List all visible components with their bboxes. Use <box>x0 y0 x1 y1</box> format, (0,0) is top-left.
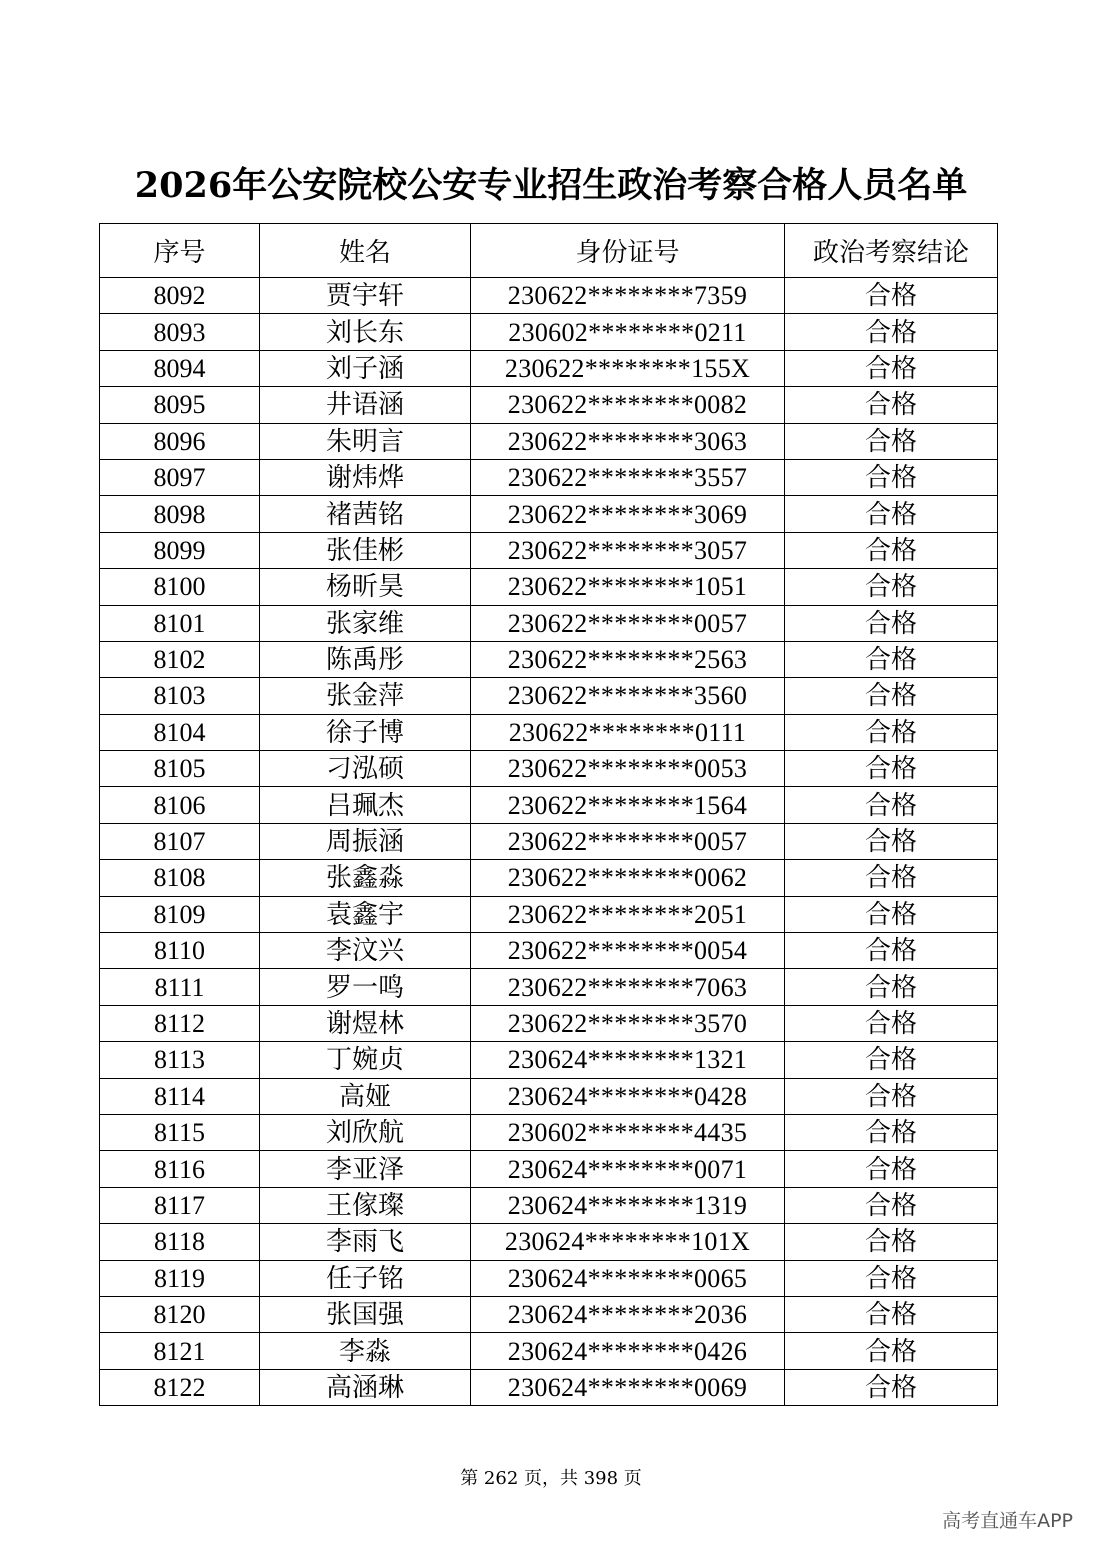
cell-conclusion: 合格 <box>785 278 998 314</box>
table-row <box>100 314 998 350</box>
cell-conclusion: 合格 <box>785 532 998 568</box>
table-row <box>100 641 998 677</box>
table-row <box>100 1078 998 1114</box>
cell-id-number: 230624********0426 <box>471 1333 785 1369</box>
cell-serial: 8101 <box>100 605 260 641</box>
table-row <box>100 459 998 495</box>
cell-serial: 8098 <box>100 496 260 532</box>
cell-conclusion: 合格 <box>785 823 998 859</box>
cell-name: 刁泓硕 <box>260 751 471 787</box>
cell-conclusion: 合格 <box>785 496 998 532</box>
cell-name: 朱明言 <box>260 423 471 459</box>
cell-serial: 8102 <box>100 641 260 677</box>
cell-conclusion: 合格 <box>785 1078 998 1114</box>
cell-id-number: 230622********0054 <box>471 933 785 969</box>
cell-id-number: 230624********1319 <box>471 1187 785 1223</box>
cell-id-number: 230622********1564 <box>471 787 785 823</box>
table-body <box>100 278 998 1406</box>
cell-id-number: 230602********0211 <box>471 314 785 350</box>
cell-conclusion: 合格 <box>785 1151 998 1187</box>
cell-name: 周振涵 <box>260 823 471 859</box>
table-row <box>100 1005 998 1041</box>
cell-name: 罗一鸣 <box>260 969 471 1005</box>
cell-name: 井语涵 <box>260 387 471 423</box>
cell-name: 刘欣航 <box>260 1114 471 1150</box>
cell-id-number: 230624********0428 <box>471 1078 785 1114</box>
cell-conclusion: 合格 <box>785 569 998 605</box>
cell-name: 褚茜铭 <box>260 496 471 532</box>
cell-id-number: 230624********0071 <box>471 1151 785 1187</box>
header-serial: 序号 <box>100 224 260 278</box>
cell-serial: 8122 <box>100 1369 260 1405</box>
cell-serial: 8094 <box>100 350 260 386</box>
cell-conclusion: 合格 <box>785 1260 998 1296</box>
cell-serial: 8100 <box>100 569 260 605</box>
cell-name: 刘长东 <box>260 314 471 350</box>
cell-conclusion: 合格 <box>785 387 998 423</box>
cell-id-number: 230622********0057 <box>471 823 785 859</box>
table-row <box>100 933 998 969</box>
cell-name: 杨昕昊 <box>260 569 471 605</box>
cell-conclusion: 合格 <box>785 1369 998 1405</box>
cell-id-number: 230622********3069 <box>471 496 785 532</box>
cell-conclusion: 合格 <box>785 1042 998 1078</box>
table-row <box>100 1260 998 1296</box>
cell-id-number: 230622********0111 <box>471 714 785 750</box>
cell-id-number: 230622********1051 <box>471 569 785 605</box>
cell-id-number: 230602********4435 <box>471 1114 785 1150</box>
cell-conclusion: 合格 <box>785 1187 998 1223</box>
cell-serial: 8116 <box>100 1151 260 1187</box>
cell-id-number: 230624********0069 <box>471 1369 785 1405</box>
cell-id-number: 230622********155X <box>471 350 785 386</box>
table-row <box>100 1042 998 1078</box>
table-row <box>100 387 998 423</box>
cell-name: 贾宇轩 <box>260 278 471 314</box>
table-header-row <box>100 224 998 278</box>
cell-conclusion: 合格 <box>785 787 998 823</box>
table-row <box>100 787 998 823</box>
cell-id-number: 230622********7063 <box>471 969 785 1005</box>
table-row <box>100 1369 998 1405</box>
header-id-number: 身份证号 <box>471 224 785 278</box>
cell-id-number: 230622********3570 <box>471 1005 785 1041</box>
cell-id-number: 230622********0057 <box>471 605 785 641</box>
cell-name: 高娅 <box>260 1078 471 1114</box>
cell-name: 张家维 <box>260 605 471 641</box>
cell-name: 陈禹彤 <box>260 641 471 677</box>
cell-serial: 8117 <box>100 1187 260 1223</box>
table-row <box>100 278 998 314</box>
cell-id-number: 230622********2563 <box>471 641 785 677</box>
table-row <box>100 350 998 386</box>
cell-serial: 8121 <box>100 1333 260 1369</box>
table-row <box>100 1187 998 1223</box>
cell-serial: 8107 <box>100 823 260 859</box>
watermark: 高考直通车APP <box>942 1510 1073 1532</box>
cell-serial: 8093 <box>100 314 260 350</box>
cell-conclusion: 合格 <box>785 969 998 1005</box>
cell-name: 张金萍 <box>260 678 471 714</box>
cell-conclusion: 合格 <box>785 1333 998 1369</box>
cell-conclusion: 合格 <box>785 896 998 932</box>
table-row <box>100 1151 998 1187</box>
cell-serial: 8120 <box>100 1296 260 1332</box>
cell-serial: 8104 <box>100 714 260 750</box>
cell-name: 张鑫淼 <box>260 860 471 896</box>
table-row <box>100 896 998 932</box>
cell-id-number: 230622********3557 <box>471 459 785 495</box>
cell-serial: 8113 <box>100 1042 260 1078</box>
table-row <box>100 1114 998 1150</box>
cell-serial: 8097 <box>100 459 260 495</box>
page-number: 第 262 页，共 398 页 <box>460 1468 642 1489</box>
cell-id-number: 230624********101X <box>471 1224 785 1260</box>
table-row <box>100 1296 998 1332</box>
table-row <box>100 714 998 750</box>
cell-serial: 8099 <box>100 532 260 568</box>
cell-serial: 8095 <box>100 387 260 423</box>
cell-name: 袁鑫宇 <box>260 896 471 932</box>
cell-serial: 8096 <box>100 423 260 459</box>
cell-name: 高涵琳 <box>260 1369 471 1405</box>
table-row <box>100 605 998 641</box>
table-row <box>100 532 998 568</box>
table-row <box>100 751 998 787</box>
cell-conclusion: 合格 <box>785 933 998 969</box>
cell-serial: 8105 <box>100 751 260 787</box>
cell-serial: 8108 <box>100 860 260 896</box>
cell-name: 李雨飞 <box>260 1224 471 1260</box>
cell-name: 张国强 <box>260 1296 471 1332</box>
cell-id-number: 230622********0053 <box>471 751 785 787</box>
cell-serial: 8092 <box>100 278 260 314</box>
cell-id-number: 230622********7359 <box>471 278 785 314</box>
cell-name: 丁婉贞 <box>260 1042 471 1078</box>
table-row <box>100 496 998 532</box>
cell-name: 李亚泽 <box>260 1151 471 1187</box>
cell-conclusion: 合格 <box>785 1296 998 1332</box>
cell-serial: 8118 <box>100 1224 260 1260</box>
table-row <box>100 823 998 859</box>
cell-serial: 8111 <box>100 969 260 1005</box>
cell-conclusion: 合格 <box>785 314 998 350</box>
cell-serial: 8115 <box>100 1114 260 1150</box>
cell-id-number: 230622********0062 <box>471 860 785 896</box>
cell-id-number: 230622********2051 <box>471 896 785 932</box>
cell-conclusion: 合格 <box>785 714 998 750</box>
cell-serial: 8110 <box>100 933 260 969</box>
cell-name: 李汶兴 <box>260 933 471 969</box>
cell-serial: 8103 <box>100 678 260 714</box>
cell-id-number: 230624********0065 <box>471 1260 785 1296</box>
cell-conclusion: 合格 <box>785 860 998 896</box>
cell-conclusion: 合格 <box>785 605 998 641</box>
cell-conclusion: 合格 <box>785 678 998 714</box>
cell-id-number: 230624********2036 <box>471 1296 785 1332</box>
cell-name: 谢炜烨 <box>260 459 471 495</box>
cell-id-number: 230624********1321 <box>471 1042 785 1078</box>
cell-serial: 8106 <box>100 787 260 823</box>
cell-conclusion: 合格 <box>785 423 998 459</box>
cell-serial: 8114 <box>100 1078 260 1114</box>
cell-conclusion: 合格 <box>785 641 998 677</box>
table-row <box>100 969 998 1005</box>
cell-conclusion: 合格 <box>785 459 998 495</box>
cell-name: 张佳彬 <box>260 532 471 568</box>
table-row <box>100 569 998 605</box>
cell-id-number: 230622********3063 <box>471 423 785 459</box>
table-row <box>100 1333 998 1369</box>
table-row <box>100 860 998 896</box>
cell-conclusion: 合格 <box>785 350 998 386</box>
cell-serial: 8109 <box>100 896 260 932</box>
cell-id-number: 230622********3057 <box>471 532 785 568</box>
cell-name: 李淼 <box>260 1333 471 1369</box>
cell-name: 王傢璨 <box>260 1187 471 1223</box>
roster-table <box>99 223 998 1406</box>
cell-conclusion: 合格 <box>785 751 998 787</box>
table-row <box>100 678 998 714</box>
cell-conclusion: 合格 <box>785 1114 998 1150</box>
cell-name: 任子铭 <box>260 1260 471 1296</box>
cell-id-number: 230622********0082 <box>471 387 785 423</box>
header-conclusion: 政治考察结论 <box>785 224 998 278</box>
cell-name: 刘子涵 <box>260 350 471 386</box>
cell-conclusion: 合格 <box>785 1224 998 1260</box>
header-name: 姓名 <box>260 224 471 278</box>
cell-serial: 8112 <box>100 1005 260 1041</box>
cell-serial: 8119 <box>100 1260 260 1296</box>
cell-id-number: 230622********3560 <box>471 678 785 714</box>
cell-conclusion: 合格 <box>785 1005 998 1041</box>
cell-name: 吕珮杰 <box>260 787 471 823</box>
table-row <box>100 423 998 459</box>
cell-name: 徐子博 <box>260 714 471 750</box>
cell-name: 谢煜林 <box>260 1005 471 1041</box>
table-row <box>100 1224 998 1260</box>
document-title: 2026年公安院校公安专业招生政治考察合格人员名单 <box>134 165 968 206</box>
